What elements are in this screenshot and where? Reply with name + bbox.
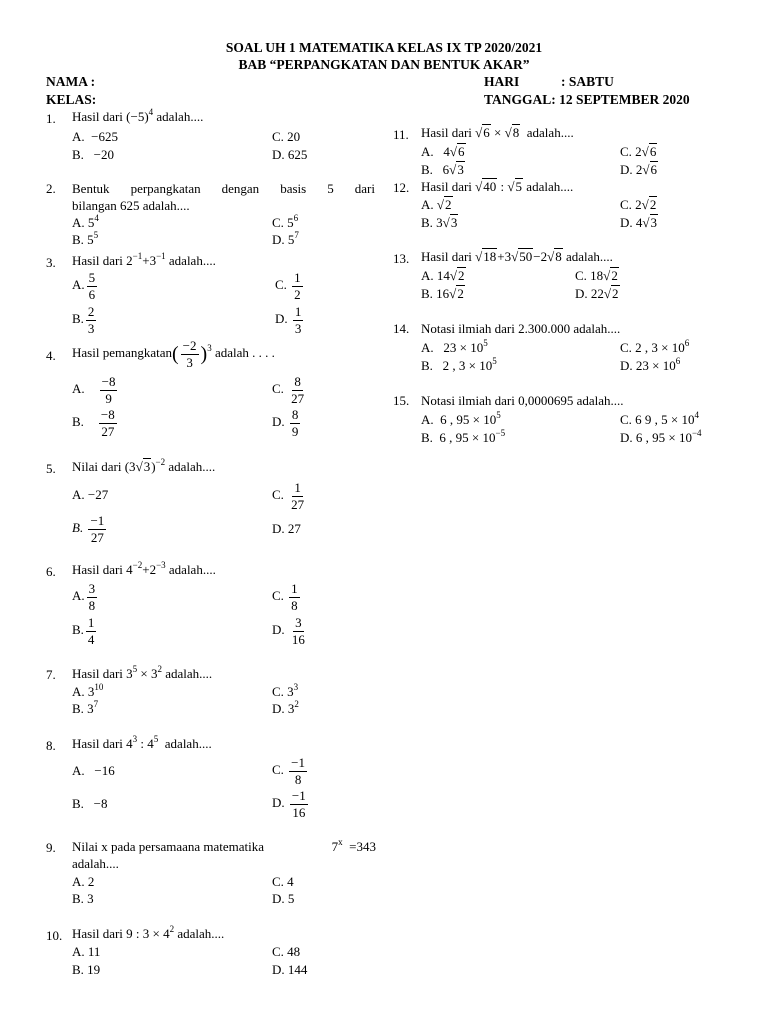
option-a: A. $5^4$ — [72, 213, 99, 230]
option-a: A. 6 , $95 \times 10^5$ — [421, 410, 501, 427]
option-b: B. $\frac{2}{3}$ — [72, 304, 95, 336]
option-c: C. 2√2 — [620, 197, 657, 212]
question-text: Hasil dari √6 × √8 adalah.... — [421, 125, 574, 140]
option-d: D. 144 — [272, 962, 308, 977]
option-b: B. 2 , $3 \times 10^5$ — [421, 356, 497, 373]
question-text-line-2: bilangan 625 adalah.... — [72, 198, 190, 213]
option-b: B. −8 — [72, 796, 108, 811]
question-text: Hasil dari 9 : $3 \times 4^2$ adalah.... — [72, 924, 225, 941]
option-a: A. 2 — [72, 874, 95, 889]
option-c: C. $3^3$ — [272, 682, 299, 699]
option-c: C. $\frac{1}{2}$ — [275, 270, 301, 302]
hari-label: HARI — [484, 74, 520, 89]
option-b: B. 3√3 — [421, 215, 458, 230]
option-b: B. 6 , $95 \times 10^{-5}$ — [421, 428, 506, 445]
option-a: A. 11 — [72, 944, 101, 959]
question-number: 1. — [46, 111, 56, 126]
tanggal: TANGGAL: 12 SEPTEMBER 2020 — [484, 92, 690, 107]
question-number: 3. — [46, 255, 56, 270]
option-b: B. −20 — [72, 147, 115, 162]
option-c: C. $\frac{1}{8}$ — [272, 581, 298, 613]
option-b: B. 3 — [72, 891, 94, 906]
option-b: B. $\frac{1}{4}$ — [72, 615, 95, 647]
question-text: Hasil pemangkatan( $\frac{-2}{3}$ )$^3$ adalah . . . . — [72, 338, 275, 370]
question-text: Hasil dari $4^3$ : $4^5$ adalah.... — [72, 734, 212, 751]
option-a: A. 4√6 — [421, 144, 465, 159]
question-text: Hasil dari $2^{-1}+3^{-1}$ adalah.... — [72, 251, 216, 268]
option-b: B. $5^5$ — [72, 230, 99, 247]
question-text-line-1: Bentuk perpangkatan dengan basis 5 dari — [72, 181, 375, 196]
kelas-label: KELAS: — [46, 92, 97, 107]
option-b: B. $\frac{-8}{27}$ — [72, 407, 115, 439]
question-number: 5. — [46, 461, 56, 476]
option-c: C. 48 — [272, 944, 301, 959]
option-d: D. $5^7$ — [272, 230, 299, 247]
option-d: D. $23 \times 10^6$ — [620, 356, 681, 373]
option-d: D. 22√2 — [575, 286, 619, 301]
nama-label: NAMA : — [46, 74, 96, 89]
option-c: C. 2 , $3 \times 10^6$ — [620, 338, 690, 355]
option-a: A. −16 — [72, 763, 115, 778]
option-b: B. 16√2 — [421, 286, 464, 301]
question-number: 7. — [46, 667, 56, 682]
question-text: Notasi ilmiah dari 0,0000695 adalah.... — [421, 393, 624, 408]
question-number: 15. — [393, 393, 410, 408]
option-d: D. $\frac{-1}{16}$ — [272, 788, 306, 820]
question-number: 4. — [46, 348, 56, 363]
question-number: 14. — [393, 321, 410, 336]
question-text: Hasil dari $(-5)^4$ adalah.... — [72, 107, 204, 124]
question-text: Hasil dari $3^5 \times 3^2$ adalah.... — [72, 664, 213, 681]
option-d: D. 5 — [272, 891, 295, 906]
option-b: B. $3^7$ — [72, 699, 99, 716]
hari-value: : SABTU — [561, 74, 614, 89]
question-number: 9. — [46, 840, 56, 855]
option-d: D. 625 — [272, 147, 308, 162]
question-number: 11. — [393, 127, 409, 142]
option-d: D. $3^2$ — [272, 699, 299, 716]
title-line-2: BAB “PERPANGKATAN DAN BENTUK AKAR” — [238, 57, 530, 72]
option-a: A. $\frac{3}{8}$ — [72, 581, 96, 613]
option-a: A. $\frac{-8}{9}$ — [72, 374, 116, 406]
question-text: Nilai dari $(3√3)^{-2}$ adalah.... — [72, 457, 216, 474]
question-text: Hasil dari √40 : √5 adalah.... — [421, 179, 574, 194]
question-number: 13. — [393, 251, 410, 266]
question-number: 6. — [46, 564, 56, 579]
option-d: D. $\frac{1}{3}$ — [275, 304, 302, 336]
question-number: 12. — [393, 180, 410, 195]
option-c: C. $\frac{8}{27}$ — [272, 374, 305, 406]
option-c: C. 4 — [272, 874, 294, 889]
option-c: C. 6 9 , $5 \times 10^4$ — [620, 410, 700, 427]
option-a: A. $\frac{5}{6}$ — [72, 270, 96, 302]
question-number: 8. — [46, 738, 56, 753]
option-c: C. $5^6$ — [272, 213, 299, 230]
option-c: C. 18√2 — [575, 268, 618, 283]
question-text-line-1: Nilai x pada persamaana matematika 7$^x$ =343 — [72, 837, 376, 854]
option-a: A. 14√2 — [421, 268, 465, 283]
option-d: D. 2√6 — [620, 162, 658, 177]
option-b: B. 19 — [72, 962, 101, 977]
option-b: B. 6√3 — [421, 162, 464, 177]
option-d: D. 4√3 — [620, 215, 658, 230]
option-a: A. $23 \times 10^5$ — [421, 338, 488, 355]
option-a: A. −27 — [72, 487, 109, 502]
question-text: Hasil dari √18+3√50−2√8 adalah.... — [421, 249, 613, 264]
option-c: C. 2√6 — [620, 144, 657, 159]
option-a: A. √2 — [421, 197, 452, 212]
title-line-1: SOAL UH 1 MATEMATIKA KELAS IX TP 2020/2021 — [225, 40, 543, 55]
question-text-line-2: adalah.... — [72, 856, 119, 871]
question-number: 10. — [46, 928, 63, 943]
option-c: C. 20 — [272, 129, 301, 144]
question-number: 2. — [46, 181, 56, 196]
option-d: D. 27 — [272, 521, 301, 536]
option-a: A. −625 — [72, 129, 118, 144]
option-a: A. $3^{10}$ — [72, 682, 104, 699]
question-text: Notasi ilmiah dari 2.300.000 adalah.... — [421, 321, 621, 336]
option-c: C. $\frac{-1}{8}$ — [272, 755, 306, 787]
option-b: B. $\frac{-1}{27}$ — [72, 513, 105, 545]
option-d: D. 6 , $95 \times 10^{-4}$ — [620, 428, 702, 445]
option-d: D. $\frac{8}{9}$ — [272, 407, 299, 439]
option-d: D. $\frac{3}{16}$ — [272, 615, 305, 647]
question-text: Hasil dari $4^{-2}+2^{-3}$ adalah.... — [72, 560, 216, 577]
option-c: C. $\frac{1}{27}$ — [272, 480, 305, 512]
